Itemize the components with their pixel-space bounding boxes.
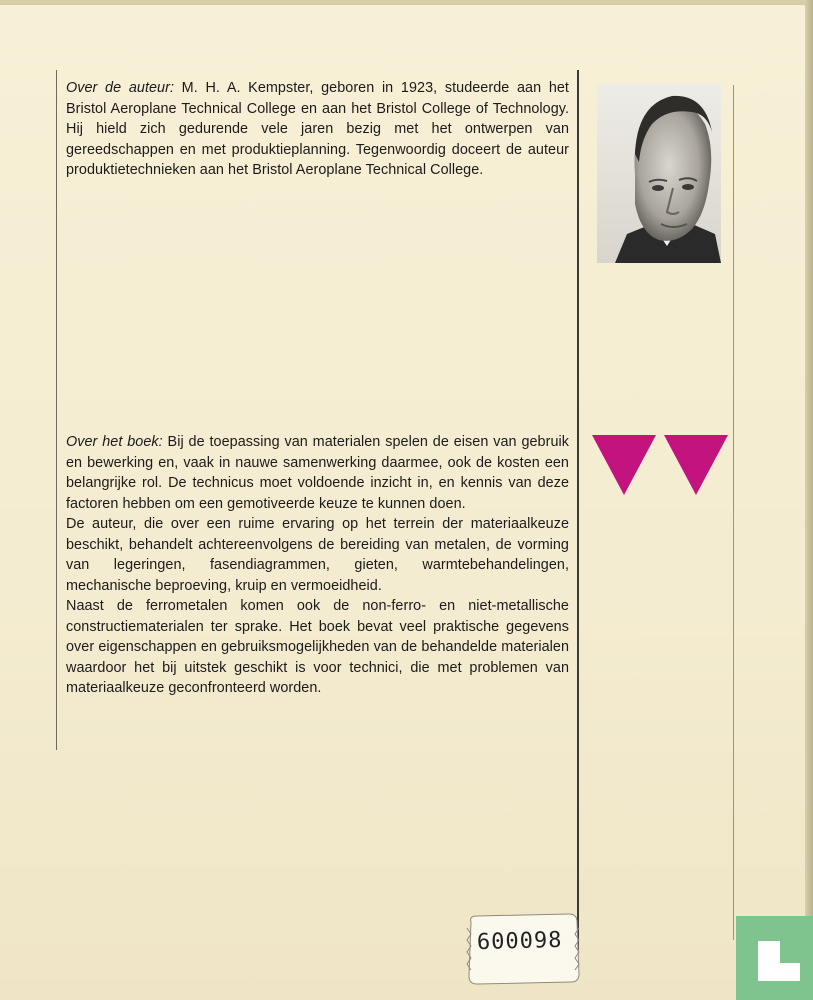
about-book-paragraph-1	[66, 432, 569, 514]
about-author-body: M. H. A. Kempster, geboren in 1923, studeerde aan het Bristol Aeroplane Technical College en aan het Bristol College of Technology. Hij hield zich gedurende vele jaren bezig met het ontwerpen van gereedschappen en met produktieplanning. Tegenwoordig doceert de auteur produktietechnieken aan het Bristol Aeroplane Technical College.	[66, 80, 569, 178]
about-book-paragraph-2: De auteur, die over een ruime ervaring op het terrein der materiaalkeuze beschikt, behandelt achtereenvolgens de bereiding van metalen, de vorming van legeringen, fasendiagrammen, gieten, warmtebehandelingen, mechanische beproeving, kruip en vermoeidheid.	[66, 516, 569, 594]
right-edge	[805, 0, 813, 1000]
about-author-heading: Over de auteur:	[66, 80, 174, 96]
author-portrait-photo	[597, 84, 721, 263]
about-author-section	[66, 78, 569, 181]
about-author-paragraph	[66, 78, 569, 181]
portrait-icon	[597, 84, 721, 263]
library-logo-letter-foot	[758, 963, 800, 981]
about-book-heading: Over het boek:	[66, 434, 163, 450]
price-tag-number: 600098	[476, 927, 563, 956]
middle-rule	[577, 70, 579, 950]
about-book-paragraph-3: Naast de ferrometalen komen ook de non-ferro- en niet-metallische constructiematerialen ter sprake. Het boek bevat veel praktische gegevens over eigenschappen en gebruiksmogelijkheden van de behandelde materialen waardoor het bij uitstek geschikt is voor technici, die met problemen van materiaalkeuze geconfronteerd worden.	[66, 598, 569, 696]
left-rule	[56, 70, 57, 750]
top-edge	[0, 0, 813, 5]
magenta-triangles-icon	[592, 435, 728, 497]
about-book-p1: Bij de toepassing van materialen spelen de eisen van gebruik en bewerking en, vaak in nauwe samenwerking daarmee, ook de kosten een belangrijke rol. De technicus moet voldoende inzicht in, en kennis van deze factoren hebben om een gemotiveerde keuze te kunnen doen.	[66, 434, 569, 512]
right-rule	[733, 85, 734, 940]
about-book-section	[66, 432, 569, 699]
